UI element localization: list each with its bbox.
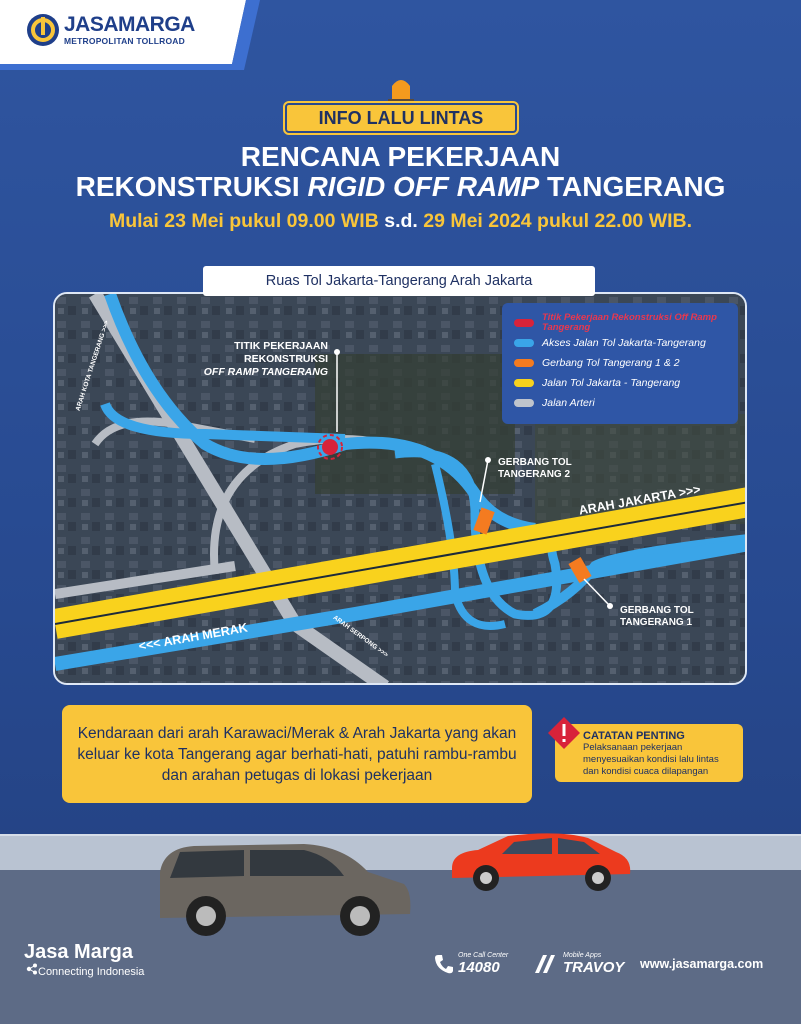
connect-icon xyxy=(26,963,38,975)
schedule-until: s.d. xyxy=(384,210,418,232)
schedule-end: 29 Mei 2024 pukul 22.00 WIB. xyxy=(417,210,693,232)
schedule-start: Mulai 23 Mei pukul 09.00 WIB xyxy=(108,210,385,232)
info-badge: INFO LALU LINTAS xyxy=(285,103,517,133)
mobile-app-label: Mobile Apps xyxy=(563,952,602,959)
warning-icon xyxy=(547,716,581,750)
legend-label: Jalan Tol Jakarta - Tangerang xyxy=(542,377,681,389)
legend-item xyxy=(514,333,726,353)
legend-label: Akses Jalan Tol Jakarta-Tangerang xyxy=(542,337,706,349)
footer-tagline: Connecting Indonesia xyxy=(38,966,145,978)
note-text: Pelaksanaan pekerjaan menyesuaikan kondisi lalu lintas dan kondisi cuaca dilapangan xyxy=(583,742,719,777)
call-center[interactable] xyxy=(434,952,508,976)
travoy-icon xyxy=(533,953,559,975)
legend-item xyxy=(514,373,726,393)
legend-label: Titik Pekerjaan Rekonstruksi Off Ramp Tangerang xyxy=(542,312,717,333)
arah-serpong-label: ARAH SERPONG >>> xyxy=(331,614,390,659)
work-point-marker xyxy=(322,439,338,455)
gate-1-label: GERBANG TOL TANGERANG 1 xyxy=(620,605,694,628)
footer-brand xyxy=(24,941,144,978)
title-line-1: RENCANA PEKERJAAN xyxy=(240,141,561,172)
legend-swatch-arterial xyxy=(514,399,534,407)
segment-label: Ruas Tol Jakarta-Tangerang Arah Jakarta xyxy=(203,266,595,296)
important-note xyxy=(555,724,743,782)
brand-name: JASAMARGA xyxy=(64,13,195,36)
red-car-icon xyxy=(448,830,634,892)
phone-icon xyxy=(434,953,454,975)
website-link[interactable]: www.jasamarga.com xyxy=(640,957,764,971)
legend-swatch-toll-access xyxy=(514,339,534,347)
arah-merak-label: <<< ARAH MERAK xyxy=(137,620,249,654)
arah-kota-label: ARAH KOTA TANGERANG >>> xyxy=(74,319,111,412)
title-line-2-italic: RIGID OFF RAMP xyxy=(307,171,540,202)
call-center-label: One Call Center xyxy=(458,952,509,959)
schedule xyxy=(0,210,801,233)
brand-logo xyxy=(0,0,250,64)
legend-item xyxy=(514,393,726,413)
mobile-app-name: TRAVOY xyxy=(563,959,625,976)
map-legend xyxy=(502,303,738,424)
gate-2-label: GERBANG TOL TANGERANG 2 xyxy=(498,457,572,480)
jasamarga-logo-icon xyxy=(26,13,60,47)
call-center-number: 14080 xyxy=(458,959,500,976)
title-line-2 xyxy=(0,172,801,202)
work-point-label: TITIK PEKERJAAN REKONSTRUKSI OFF RAMP TANGERANG xyxy=(203,340,328,378)
legend-swatch-main-toll xyxy=(514,379,534,387)
arah-jakarta-label: ARAH JAKARTA >>> xyxy=(577,482,702,518)
brand-sub: METROPOLITAN TOLLROAD xyxy=(64,36,185,46)
title-line-2-pre: REKONSTRUKSI xyxy=(75,171,308,202)
siren-icon xyxy=(386,72,416,104)
grey-car-icon xyxy=(154,842,414,938)
legend-label: Gerbang Tol Tangerang 1 & 2 xyxy=(542,357,680,369)
legend-swatch-toll-gate xyxy=(514,359,534,367)
note-title: CATATAN PENTING xyxy=(583,730,685,742)
title-line-2-post: TANGERANG xyxy=(539,171,726,202)
footer-brand-name: Jasa Marga xyxy=(24,941,133,963)
legend-label: Jalan Arteri xyxy=(542,397,595,409)
mobile-app[interactable] xyxy=(533,952,624,976)
legend-swatch-work-point xyxy=(514,319,534,327)
warning-box: Kendaraan dari arah Karawaci/Merak & Arah Jakarta yang akan keluar ke kota Tangerang agar berhati-hati, patuhi rambu-rambu dan arahan petugas di lokasi pekerjaan xyxy=(62,705,532,803)
legend-item xyxy=(514,313,726,333)
legend-item xyxy=(514,353,726,373)
